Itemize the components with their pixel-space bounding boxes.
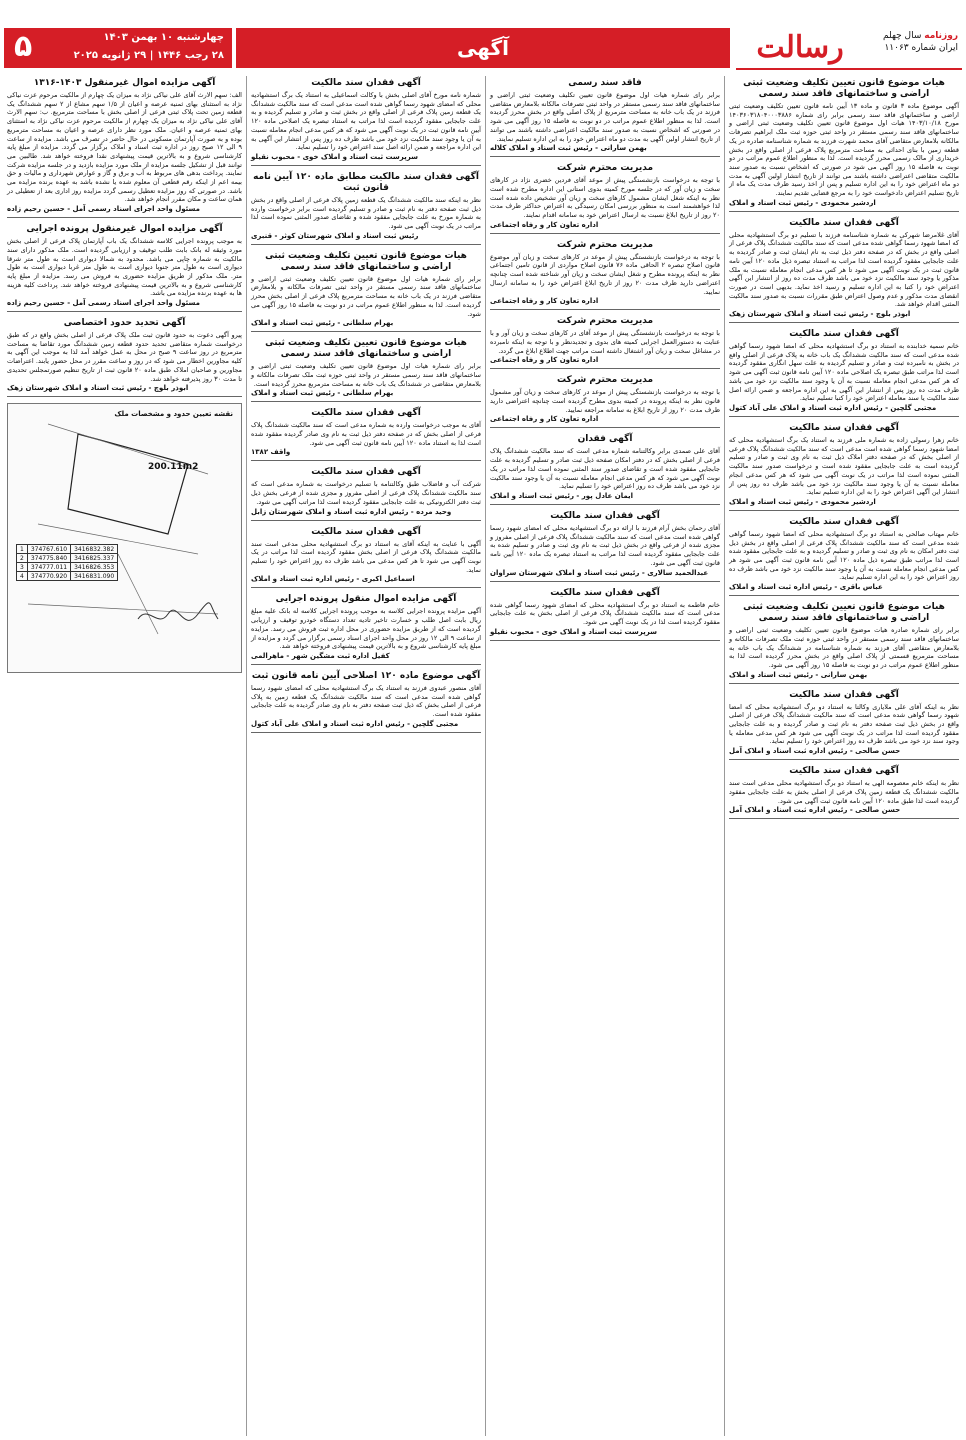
- ad-divider: [490, 504, 720, 505]
- ad-body: شماره نامه مورخ آقای اصلی بخش با وکالت اسماعیلی به استناد یک برگ استشهادیه محلی که امضای شهود رسما گواهی شده است مدعی است که سند مالکیت ششدانگ یک قطعه زمین پلاک فرعی از اصلی واقع در بخش ثبت و صادر و تسلیم گردیده و به علت جابجایی مفقود گردیده است لذا مراتب به استناد تبصره یک اصلاحی ماده ۱۲۰ آیین نامه قانون ثبت در یک نوبت آگهی می شود که هر کس مدعی انجام معامله نسبت به آن یا وجود سند مالکیت نزد خود می باشد ظرف ده روز پس از انتشار این آگهی به این اداره مراجعه و ضمن ارائه اصل سند اعتراض خود را تسلیم نماید.: [251, 91, 481, 152]
- ad-signature: وحید مرده - رئیس اداره ثبت اسناد و املاک شهرستان زابل: [251, 507, 452, 516]
- ad-signature: ابوذر بلوچ - رئیس ثبت اسناد و املاک شهرستان زهک: [729, 310, 911, 319]
- classified-ad: [490, 588, 720, 641]
- classified-ad: [490, 78, 720, 157]
- ad-signature: مجتبی گلچین - رئیس اداره ثبت اسناد و املاک علی آباد کتول: [251, 719, 459, 728]
- ad-title: هیات موضوع قانون تعیین تکلیف وضعیت ثبتی اراضی و ساختمانهای فاقد سند رسمی: [265, 338, 467, 360]
- ad-divider: [729, 759, 959, 760]
- coordinates-cell: 3416826.353: [71, 563, 118, 572]
- ad-signature: حسن صالحی - رئیس اداره ثبت اسناد و املاک آمل: [729, 747, 901, 756]
- classified-ad: [251, 671, 481, 733]
- ad-divider: [7, 311, 242, 312]
- paper-logo: رسالت: [756, 30, 844, 65]
- ad-body: پیرو آگهی دعوت به حدود قانون ثبت ملک پلاک فرعی از اصلی بخش واقع در که طبق درخواست شماره متقاضی تحدید حدود قطعه زمین ششدانگ مورد تقاضا به مساحت مترمربع در روز ساعت ۹ صبح در محل به عمل خواهد آمد لذا به موجب این آگهی به کلیه مجاورین اخطار می شود که در روز و ساعت مقرر در محل حضور یابند. اعتراضات مجاورین و صاحبان املاک طبق ماده ۲۰ قانون ثبت از تاریخ تنظیم صورتمجلس تحدیدی تا مدت ۳۰ روز پذیرفته خواهد شد.: [7, 331, 243, 383]
- ad-divider: [251, 401, 481, 402]
- coordinates-row: [17, 554, 118, 563]
- year-label: سال چهلم: [883, 31, 922, 41]
- ad-title: آگهی فقدان سند مالکیت مطابق ماده ۱۲۰ آیین نامه قانون ثبت: [253, 171, 479, 193]
- column-4: [4, 76, 245, 1436]
- ad-title: آگهی فقدان: [577, 434, 633, 445]
- ad-divider: [490, 427, 720, 428]
- ad-body: خانم سمیه خدابنده به استناد دو برگ استشهادیه محلی که امضا شهود رسما گواهی شده مدعی است که سند مالکیت ششدانگ یک باب خانه به پلاک فرعی از اصلی واقع در بخش به نامبرده ثبت و صادر و تسلیم گردیده به علت سهل انگاری مفقود گردیده است لذا مراتب طبق تبصره یک اصلاحی ماده ۱۲۰ آیین نامه قانون ثبت آگهی می شود که هر کس مدعی انجام معامله نسبت به آن یا وجود سند مالکیت نزد خود می باشد ظرف مدت ده روز پس از انتشار این آگهی به این اداره مراجعه و ضمن ارائه اصل سند مالکیت یا سند معامله اعتراض خود را کتبا تسلیم نماید.: [729, 342, 959, 403]
- ad-title: مدیریت محترم شرکت: [556, 375, 654, 386]
- ad-body: برابر رای شماره هیات اول موضوع قانون تعیین تکلیف وضعیت ثبتی اراضی و ساختمانهای فاقد سند رسمی مستقر در واحد ثبتی حوزه ثبت ملک تصرفات مالکانه و بلامعارض متقاضی در ششدانگ یک باب خانه به مساحت مترمربع محرز گردیده است.: [251, 362, 481, 388]
- ad-signature: بهمن سارانی - رئیس ثبت اسناد و املاک: [729, 670, 868, 679]
- column-1: [726, 76, 962, 1436]
- sketch-line: [28, 604, 218, 614]
- paper-type: روزنامه: [924, 31, 958, 41]
- ad-divider: [251, 165, 481, 166]
- ad-title: آگهی مزایده اموال منقول پرونده اجرایی: [275, 594, 457, 605]
- column-3: [248, 76, 484, 1436]
- ad-body: آقای علی صمدی برابر وکالتنامه شماره مدعی است که سند مالکیت ششدانگ پلاک فرعی از اصلی بخش که در دفتر امکان صفحه ذیل ثبت صادر و تسلیم گردیده به علت جابجایی مفقود شده است و تقاضای صدور سند المثنی نموده است لذا مراتب در یک نوبت آگهی می شود که هر کس مدعی انجام معامله نسبت به آن یا وجود سند مالکیت نزد خود می باشد ظرف ده روز اعتراض خود را تسلیم نماید.: [490, 447, 720, 491]
- classified-ad: [729, 78, 959, 212]
- ad-body: آقای رحمان بخش آرام فرزند با ارائه دو برگ استشهادیه محلی که امضای شهود رسما گواهی شده است مدعی است که سند مالکیت ششدانگ پلاک فرعی از اصلی مفروز و مجزی شده از فرعی واقع در بخش ذیل ثبت به نام وی ثبت و صادر و تسلیم شده به علت جابجایی مفقود گردیده است لذا مراتب به استناد تبصره یک ماده ۱۲۰ آیین نامه قانون ثبت آگهی می شود.: [490, 523, 720, 567]
- classified-ad: [251, 467, 481, 520]
- map-title: نقشه تعیین حدود و مشخصات ملک: [114, 410, 233, 419]
- ad-signature: اداره تعاون کار و رفاه اجتماعی: [490, 297, 599, 306]
- ad-body: خانم فاطمه به استناد دو برگ استشهادیه محلی که امضای شهود رسما گواهی شده مدعی است که سند مالکیت ششدانگ پلاک فرعی از اصلی بخش به علت جابجایی مفقود گردیده است لذا در یک نوبت آگهی می شود.: [490, 600, 720, 626]
- date-other: ۲۸ رجب ۱۴۴۶ | ۲۹ ژانویه ۲۰۲۵: [73, 50, 224, 61]
- classified-ad: [251, 78, 481, 166]
- section-title: آگهی: [457, 36, 509, 60]
- page-number: ۵: [14, 29, 33, 64]
- ad-body: آقای غلامرضا شهرکی به شماره شناسنامه فرزند با تسلیم دو برگ استشهادیه محلی که امضا شهود رسما گواهی شده مدعی است که سند مالکیت ششدانگ پلاک فرعی از اصلی واقع در بخش که در صفحه دفتر ذیل ثبت به نام ایشان ثبت و صادر گردیده به علت جابجایی مفقود گردیده است لذا مراتب به استناد تبصره ذیل ماده ۱۲۰ آیین نامه قانون ثبت در یک نوبت آگهی می شود تا هر کس مدعی انجام معامله نسبت به ملک مذکور یا وجود سند مالکیت نزد خود می باشد ظرف مدت ده روز از انتشار این آگهی اعتراض خود را کتبا به این اداره تسلیم و رسید اخذ نماید. بدیهی است در صورت انقضای مدت مذکور و عدم وصول اعتراض طبق مقررات نسبت به صدور سند مالکیت المثنی اقدام خواهد شد.: [729, 230, 959, 309]
- ad-title: آگهی تحدید حدود اختصاصی: [63, 318, 186, 329]
- classified-ad: [490, 511, 720, 582]
- coordinates-cell: 374767.610: [27, 545, 70, 554]
- classified-ad: [490, 163, 720, 234]
- classified-ad: [7, 224, 242, 312]
- ad-signature: ابوذر بلوچ - رئیس ثبت اسناد و املاک شهرستان زهک: [7, 384, 189, 393]
- column-divider: [246, 76, 247, 1436]
- ad-divider: [729, 818, 959, 819]
- ad-signature: عبدالحمید سالاری - رئیس ثبت اسناد و املاک شهرستان سراوان: [490, 568, 709, 577]
- ad-body: آگهی مزایده پرونده اجرایی کلاسه به موجب پرونده اجرایی کلاسه له بانک علیه مبلغ ریال بابت اصل طلب و خسارت تاخیر تادیه تعداد دستگاه خودرو توقیف و ارزیابی گردیده است که از طریق مزایده حضوری در محل اداره ثبت فروش می رسد. مزایده از ساعت ۹ الی ۱۲ روز در محل واحد اجرای اسناد رسمی برگزار می گردد و مزایده از مبلغ پایه کارشناسی شروع و به بالاترین قیمت پیشنهادی فروخته خواهد شد.: [250, 607, 481, 651]
- classified-ad: [251, 594, 481, 665]
- ad-title: مدیریت محترم شرکت: [556, 316, 654, 327]
- ad-divider: [251, 331, 481, 332]
- column-divider: [485, 76, 486, 1436]
- ad-signature: اداره تعاون کار و رفاه اجتماعی: [490, 415, 599, 424]
- coordinates-cell: 3416825.337: [71, 554, 118, 563]
- ad-signature: مسئول واحد اجرای اسناد رسمی آمل - حسین رحیم زاده: [7, 299, 200, 308]
- ad-signature: حسن صالحی - رئیس اداره ثبت اسناد و املاک آمل: [729, 806, 901, 815]
- ad-body: با توجه به درخواست بازنشستگی پیش از موعد آقای فردین خضری نژاد در کارهای سخت و زیان آور که در جلسه مورخ کمیته بدوی استانی این اداره مطرح شده است نظر به اینکه شغل ایشان مشمول کارهای سخت و زیان آور تشخیص داده شده است لذا خواهشمند است به منظور بررسی امکان رسیدگی به اعتراض حداکثر ظرف مدت ۲۰ روز از تاریخ ابلاغ نسبت به ارسال اعتراض خود به سامانه اقدام نمایند.: [490, 176, 720, 220]
- ad-title: آگهی فقدان سند مالکیت: [789, 689, 899, 700]
- ad-divider: [251, 732, 481, 733]
- ad-body: برابر رای شماره هیات اول موضوع قانون تعیین تکلیف وضعیت ثبتی اراضی و ساختمانهای فاقد سند رسمی مستقر در واحد ثبتی تصرفات مالکانه و بلامعارض متقاضی فرزند در یک باب خانه به مساحت مترمربع پلاک فرعی از اصلی بخش محرز گردیده است. لذا به منظور اطلاع عموم مراتب در دو نوبت به فاصله ۱۵ روز آگهی می شود.: [251, 274, 481, 318]
- ad-body: آگهی موضوع ماده ۳ قانون و ماده ۱۳ آیین نامه قانون تعیین تکلیف وضعیت ثبتی اراضی و ساختمانهای فاقد سند رسمی برابر رای شماره ۱۴۰۳۶۰۳۱۸۰۴۰۰۰۳۸۸۶ مورخ ۱۴۰۳/۱۰/۱۸ هیات اول موضوع قانون تعیین تکلیف وضعیت ثبتی اراضی و ساختمانهای فاقد سند رسمی مستقر در واحد ثبتی حوزه ثبت ملک ابراهیم تصرفات مالکانه بلامعارض متقاضی آقای محمد شهرت فرزند به شماره شناسنامه صادره در یک قطعه زمین با بنای احداثی به مساحت مترمربع پلاک فرعی از اصلی واقع در بخش خریداری از مالک رسمی محرز گردیده است. لذا به منظور اطلاع عموم مراتب در دو نوبت به فاصله ۱۵ روز آگهی می شود در صورتی که اشخاص نسبت به صدور سند مالکیت متقاضی اعتراضی داشته باشند می توانند از تاریخ انتشار اولین آگهی به مدت دو ماه اعتراض خود را به این اداره تسلیم و پس از اخذ رسید ظرف مدت یک ماه از تاریخ تسلیم اعتراض دادخواست خود را به مرجع قضایی تقدیم نمایند.: [729, 102, 959, 198]
- ad-divider: [251, 460, 481, 461]
- classified-ad: [7, 318, 242, 397]
- country-label: ایران: [938, 43, 958, 53]
- ad-signature: سرپرست ثبت اسناد و املاک خوی - محبوب نقیلو: [490, 627, 658, 636]
- classified-ad: [7, 78, 242, 218]
- ad-signature: اداره تعاون کار و رفاه اجتماعی: [490, 220, 599, 229]
- ad-title: آگهی فقدان سند مالکیت: [311, 408, 421, 419]
- ad-divider: [729, 322, 959, 323]
- ad-divider: [729, 416, 959, 417]
- ad-divider: [7, 396, 242, 397]
- ad-divider: [251, 587, 481, 588]
- ad-title: آگهی مزایده اموال غیرمنقول ۱۴۰۳-۱۳۱۶: [33, 78, 216, 88]
- column-2: [487, 76, 723, 1436]
- coordinates-cell: 3416832.382: [71, 545, 118, 554]
- ad-divider: [490, 640, 720, 641]
- ad-signature: اسماعیل اکبری - رئیس اداره ثبت اسناد و املاک: [251, 575, 415, 584]
- issue-info: [883, 30, 958, 54]
- ad-title: آگهی فقدان سند مالکیت: [789, 766, 899, 777]
- ad-body: با توجه به درخواست بازنشستگی پیش از موعد آقای در کارهای سخت و زیان آور و با عنایت به دستورالعمل اجرایی کمیته های بدوی و تجدیدنظر و با توجه به اینکه نامبرده در مشاغل سخت و زیان آور اشتغال داشته است مراتب جهت اطلاع ابلاغ می گردد.: [490, 329, 720, 355]
- ad-title: آگهی فقدان سند مالکیت: [550, 587, 660, 598]
- ad-divider: [251, 664, 481, 665]
- coordinates-cell: 3416831.090: [71, 572, 118, 581]
- ad-title: آگهی فقدان سند مالکیت: [789, 516, 899, 527]
- classified-ad: [729, 329, 959, 417]
- coordinates-cell: 374777.011: [27, 563, 70, 572]
- ad-title: هیات موضوع قانون تعیین تکلیف وضعیت ثبتی اراضی و ساختمانهای فاقد سند رسمی: [743, 78, 945, 99]
- ad-title: آگهی فقدان سند مالکیت: [789, 217, 899, 228]
- ad-signature: بهرام سلطانی - رئیس ثبت اسناد و املاک: [251, 319, 394, 328]
- sketch-line: [118, 554, 158, 634]
- ad-title: آگهی مزایده اموال غیرمنقول پرونده اجرایی: [26, 224, 223, 235]
- ad-body: آگهی با عنایت به اینکه آقای به استناد دو برگ استشهادیه محلی مدعی است سند مالکیت ششدانگ پلاک فرعی از اصلی بخش مفقود گردیده است لذا مراتب در یک نوبت آگهی می شود تا هر کس مدعی می باشد ظرف ده روز اعتراض خود را تسلیم نماید.: [251, 539, 481, 574]
- ad-signature: بهرام سلطانی - رئیس ثبت اسناد و املاک: [251, 389, 394, 398]
- issue-label: شماره ۱۱۰۶۳: [884, 43, 937, 53]
- ad-body: نظر به اینکه سند مالکیت ششدانگ یک قطعه زمین پلاک فرعی از اصلی واقع در بخش ذیل ثبت صفحه دفتر به نام ثبت و صادر و تسلیم گردیده است برابر درخواست وارده به شماره مورخ به علت جابجایی مفقود شده و تقاضای صدور المثنی نموده است لذا مراتب در یک نوبت آگهی می شود.: [251, 195, 481, 231]
- classified-ad: [251, 338, 481, 402]
- coordinates-row: [17, 563, 118, 572]
- classified-ad: [490, 375, 720, 428]
- ad-title: آگهی فقدان سند مالکیت: [311, 78, 421, 88]
- ad-body: نظر به اینکه آقای علی ملایاری وکالتا به استناد دو برگ استشهادیه محلی که امضا شهود رسما گواهی شده مدعی است که سند مالکیت ششدانگ پلاک فرعی از اصلی واقع در بخش ذیل ثبت صفحه دفتر به نام ثبت و صادر گردیده و به علت جابجایی مفقود گردیده است لذا مراتب در یک نوبت آگهی می شود هر کس مدعی معامله یا وجود سند نزد خود می باشد ظرف ده روز اعتراض خود را تسلیم نماید.: [729, 702, 959, 746]
- ad-title: آگهی فقدان سند مالکیت: [789, 329, 899, 340]
- parcel-sketch: [8, 404, 242, 672]
- ad-divider: [490, 309, 720, 310]
- ad-body: خانم زهرا رسولی زاده به شماره ملی فرزند به استناد یک برگ استشهادیه محلی که امضا شهود رسما گواهی شده است مدعی است که سند مالکیت ششدانگ پلاک فرعی از اصلی بخش که در صفحه دفتر املاک ذیل ثبت به نام وی ثبت و صادر و تسلیم گردیده است به علت جابجایی مفقود شده است و درخواست صدور سند مالکیت المثنی نموده است لذا مراتب در یک نوبت آگهی می شود که هر کس مدعی انجام معامله نسبت به آن یا وجود سند مالکیت نزد خود می باشد ظرف ده روز پس از انتشار این آگهی اعتراض خود را به این اداره تسلیم نماید.: [729, 435, 959, 497]
- ad-divider: [729, 595, 959, 596]
- ad-title: آگهی فقدان سند مالکیت: [550, 510, 660, 521]
- ad-divider: [490, 156, 720, 157]
- ad-divider: [729, 683, 959, 684]
- ad-signature: مسئول واحد اجرای اسناد رسمی آمل - حسین رحیم زاده: [7, 205, 200, 214]
- ad-signature: عباس باقری - رئیس اداره ثبت اسناد و املاک: [729, 583, 883, 592]
- masthead: [4, 28, 962, 68]
- classified-ad: [490, 434, 720, 505]
- parcel-area: 200.11m2: [148, 462, 199, 473]
- classified-ad: [729, 690, 959, 761]
- ad-signature: رئیس ثبت اسناد و املاک شهرستان کوثر - قنبری: [251, 231, 419, 240]
- ad-title: آگهی موضوع ماده ۱۲۰ اصلاحی آیین نامه قانون ثبت: [251, 670, 481, 681]
- ad-body: آقای منصور عبدوی فرزند به استناد یک برگ استشهادیه محلی که امضای شهود رسما گواهی شده است مدعی است که سند مالکیت ششدانگ یک قطعه زمین به پلاک فرعی از اصلی بخش که ذیل ثبت صفحه دفتر به نام وی صادر گردیده به علت جابجایی مفقود شده است.: [251, 683, 481, 719]
- coordinates-cell: 374770.920: [27, 572, 70, 581]
- ad-divider: [251, 520, 481, 521]
- ad-divider: [490, 581, 720, 582]
- ad-signature: مجتبی گلچین - رئیس اداره ثبت اسناد و املاک علی آباد کتول: [729, 403, 937, 412]
- ad-signature: کفیل اداره ثبت مشگین شهر - ماهرالمی: [251, 651, 390, 660]
- ad-divider: [729, 510, 959, 511]
- ad-signature: اردشیر محمودی - رئیس ثبت اسناد و املاک: [729, 198, 876, 207]
- section-banner: [236, 28, 730, 68]
- ad-title: هیات موضوع قانون تعیین تکلیف وضعیت ثبتی اراضی و ساختمانهای فاقد سند رسمی: [743, 602, 945, 624]
- column-divider: [724, 76, 725, 1436]
- ad-title: آگهی فقدان سند مالکیت: [311, 526, 421, 537]
- ad-signature: اردشیر محمودی - رئیس ثبت اسناد و املاک: [729, 497, 876, 506]
- classified-ad: [729, 423, 959, 511]
- date-bar: [4, 28, 232, 68]
- ad-divider: [251, 244, 481, 245]
- paper-branding: [736, 28, 962, 70]
- coordinates-cell: 4: [17, 572, 28, 581]
- ad-signature: اداره تعاون کار و رفاه اجتماعی: [490, 356, 599, 365]
- ad-title: فاقد سند رسمی: [568, 78, 642, 88]
- ad-body: به موجب پرونده اجرایی کلاسه ششدانگ یک باب آپارتمان پلاک فرعی از اصلی بخش مورد وثیقه له بانک بابت طلب توقیف و ارزیابی گردیده است. ملک مذکور دارای سند مالکیت به شماره چاپی می باشد. محدود به شمالا دیواری است به طول متر شرقا دیواری است به طول متر جنوبا دیواری است به طول متر غربا دیواری است به طول متر. ملک مذکور از طریق مزایده حضوری به فروش می رسد. مزایده از مبلغ پایه کارشناسی شروع و به بالاترین قیمت پیشنهادی فروخته خواهد شد. پرداخت کلیه هزینه ها به عهده برنده مزایده می باشد.: [7, 237, 242, 298]
- classified-ad: [251, 251, 481, 333]
- ad-title: آگهی فقدان سند مالکیت: [311, 467, 421, 478]
- classified-ad: [729, 218, 959, 323]
- classified-ad: [729, 517, 959, 596]
- ad-title: مدیریت محترم شرکت: [556, 163, 654, 174]
- coordinates-row: [17, 572, 118, 581]
- classified-ad: [490, 316, 720, 369]
- ad-body: الف: سهم الارث آقای علی نیاکی نژاد به میزان یک چهارم از مالکیت مرحوم عزت نیاکی نژاد به استثنای بهای ثمنیه عرصه و اعیان از ۱/۵ سهم مشاع از ۲ سهم ششدانگ یک قطعه زمین تحت پلاک ثبتی فرعی از اصلی بخش با مساحت مترمربع. ب: سهم الارث آقای علی نیاکی نژاد به میزان یک چهارم از مالکیت مرحوم عزت نیاکی نژاد به استثنای بهای ثمنیه عرصه و اعیان. ملک مورد نظر دارای عرصه و اعیان به مساحت مترمربع بوده و به صورت آپارتمان مسکونی در حال حاضر در تصرف می باشد. مزایده از ساعت ۹ الی ۱۲ صبح روز در اداره ثبت اسناد و املاک برگزار می گردد. مزایده از مبلغ پایه کارشناسی شروع و به بالاترین قیمت پیشنهادی نقدا فروخته خواهد شد. طالبین می توانند قبل از تشکیل جلسه مزایده از ملک مورد مزایده بازدید و در جلسه مزایده شرکت نمایند. پرداخت بدهی های مربوط به آب و برق و گاز و عوارض شهرداری و مالیات و حق بیمه اعم از اینکه رقم قطعی آن معلوم شده یا نشده باشد به عهده برنده مزایده می باشد. در صورتی که روز مزایده تعطیل رسمی گردد مزایده روز اداری بعد از تعطیلی در همان ساعت و مکان مقرر انجام خواهد شد.: [7, 91, 242, 204]
- ad-body: خانم مهتاب صالحی به استناد دو برگ استشهادیه محلی که امضا شهود رسما گواهی شده مدعی است که سند مالکیت ششدانگ پلاک فرعی از اصلی واقع در بخش ذیل ثبت دفتر امکان به نام وی ثبت و صادر و تسلیم گردیده و به علت جابجایی مفقود شده است لذا مراتب طبق تبصره ذیل ماده ۱۲۰ آیین نامه قانون ثبت آگهی می شود هر کس مدعی انجام معامله نسبت به آن یا وجود سند مالکیت نزد خود می باشد ظرف ده روز اعتراض خود را به این اداره تسلیم نماید.: [729, 529, 959, 582]
- ad-body: نظر به اینکه خانم معصومه الهی به استناد دو برگ استشهادیه محلی مدعی است سند مالکیت ششدانگ یک قطعه زمین پلاک فرعی از اصلی بخش به علت جابجایی مفقود گردیده است لذا طبق ماده ۱۲۰ آیین نامه قانون ثبت آگهی می شود.: [729, 779, 959, 805]
- ad-title: مدیریت محترم شرکت: [556, 239, 654, 250]
- ad-signature: بهمن سارانی - رئیس ثبت اسناد و املاک کلاله: [490, 144, 647, 153]
- ad-body: با توجه به درخواست بازنشستگی پیش از موعد در کارهای سخت و زیان آور مشمول قانون نظر به اینکه پرونده در کمیته بدوی مطرح گردیده است چنانچه اعتراضی دارید ظرف مدت ۲۰ روز از تاریخ ابلاغ به سامانه مراجعه نمایید.: [490, 388, 720, 414]
- coordinates-cell: 3: [17, 563, 28, 572]
- coordinates-row: [17, 545, 118, 554]
- coordinates-table: [16, 544, 118, 581]
- classified-ad: [729, 602, 959, 684]
- ad-title: آگهی فقدان سند مالکیت: [789, 422, 899, 433]
- ad-body: برابر رای شماره صادره هیات موضوع قانون تعیین تکلیف وضعیت ثبتی اراضی و ساختمانهای فاقد سند رسمی مستقر در واحد ثبتی حوزه ثبت ملک تصرفات مالکانه و بلامعارض متقاضی آقای فرزند به شماره شناسنامه در ششدانگ یک باب خانه به مساحت مترمربع قسمتی از پلاک اصلی واقع در بخش محرز گردیده است لذا به منظور اطلاع عموم مراتب در دو نوبت به فاصله ۱۵ روز آگهی می شود.: [729, 626, 959, 669]
- classified-ad: [729, 766, 959, 819]
- classified-ad: [251, 408, 481, 461]
- date-persian: چهارشنبه ۱۰ بهمن ۱۴۰۳: [103, 32, 224, 43]
- ad-body: برابر رای شماره هیات اول موضوع قانون تعیین تکلیف وضعیت ثبتی اراضی و ساختمانهای فاقد سند رسمی مستقر در واحد ثبتی تصرفات مالکانه بلامعارض متقاضی فرزند در یک باب خانه به مساحت مترمربع از پلاک اصلی واقع در بخش محرز گردیده است. لذا به منظور اطلاع عموم مراتب در دو نوبت به فاصله ۱۵ روز آگهی می شود در صورتی که اشخاص نسبت به صدور سند مالکیت اعتراضی داشته باشند می توانند از تاریخ انتشار اولین آگهی به مدت دو ماه اعتراض خود را به این اداره تسلیم نمایند.: [490, 91, 720, 143]
- coordinates-cell: 2: [17, 554, 28, 563]
- ad-divider: [7, 217, 242, 218]
- ad-body: آقای به موجب درخواست وارده به شماره مدعی است که سند مالکیت ششدانگ پلاک فرعی از اصلی بخش که در صفحه دفتر ذیل ثبت به نام وی صادر گردیده مفقود شده است لذا به استناد ماده ۱۲۰ آیین نامه قانون ثبت آگهی می شود.: [251, 421, 481, 447]
- classified-ad: [251, 527, 481, 589]
- ad-title: هیات موضوع قانون تعیین تکلیف وضعیت ثبتی اراضی و ساختمانهای فاقد سند رسمی: [265, 250, 467, 272]
- ad-signature: سرپرست ثبت اسناد و املاک خوی - محبوب نقیلو: [251, 152, 419, 161]
- ad-signature: ایمان عادل پور - رئیس ثبت اسناد و املاک: [490, 491, 634, 500]
- ad-divider: [729, 211, 959, 212]
- ad-signature: واقف ۱۳۸۲: [251, 448, 291, 457]
- coordinates-cell: 374775.840: [27, 554, 70, 563]
- coordinates-cell: 1: [17, 545, 28, 554]
- classified-ad: [251, 172, 481, 245]
- ad-divider: [490, 368, 720, 369]
- survey-map: [7, 403, 242, 673]
- ad-body: شرکت آب و فاضلاب طبق وکالتنامه با تسلیم درخواست به شماره مدعی است که سند مالکیت ششدانگ پلاک فرعی از اصلی مفروز و مجزی شده از فرعی بخش ذیل ثبت دفتر الکترونیکی به علت جابجایی مفقود گردیده است لذا مراتب آگهی می شود.: [251, 480, 481, 506]
- ad-divider: [490, 233, 720, 234]
- ad-body: با توجه به درخواست بازنشستگی پیش از موعد در کارهای سخت و زیان آور موضوع قانون اصلاح تبصره ۲ الحاقی ماده ۷۶ قانون اصلاح مواردی از قانون تامین اجتماعی نظر به اینکه پرونده مطرح و شغل ایشان سخت و زیان آور شناخته شده است چنانچه اعتراضی دارید ظرف مدت ۲۰ روز از تاریخ ابلاغ اعتراض خود را به سامانه ارسال نمایید.: [490, 252, 721, 296]
- classified-ad: [490, 240, 720, 311]
